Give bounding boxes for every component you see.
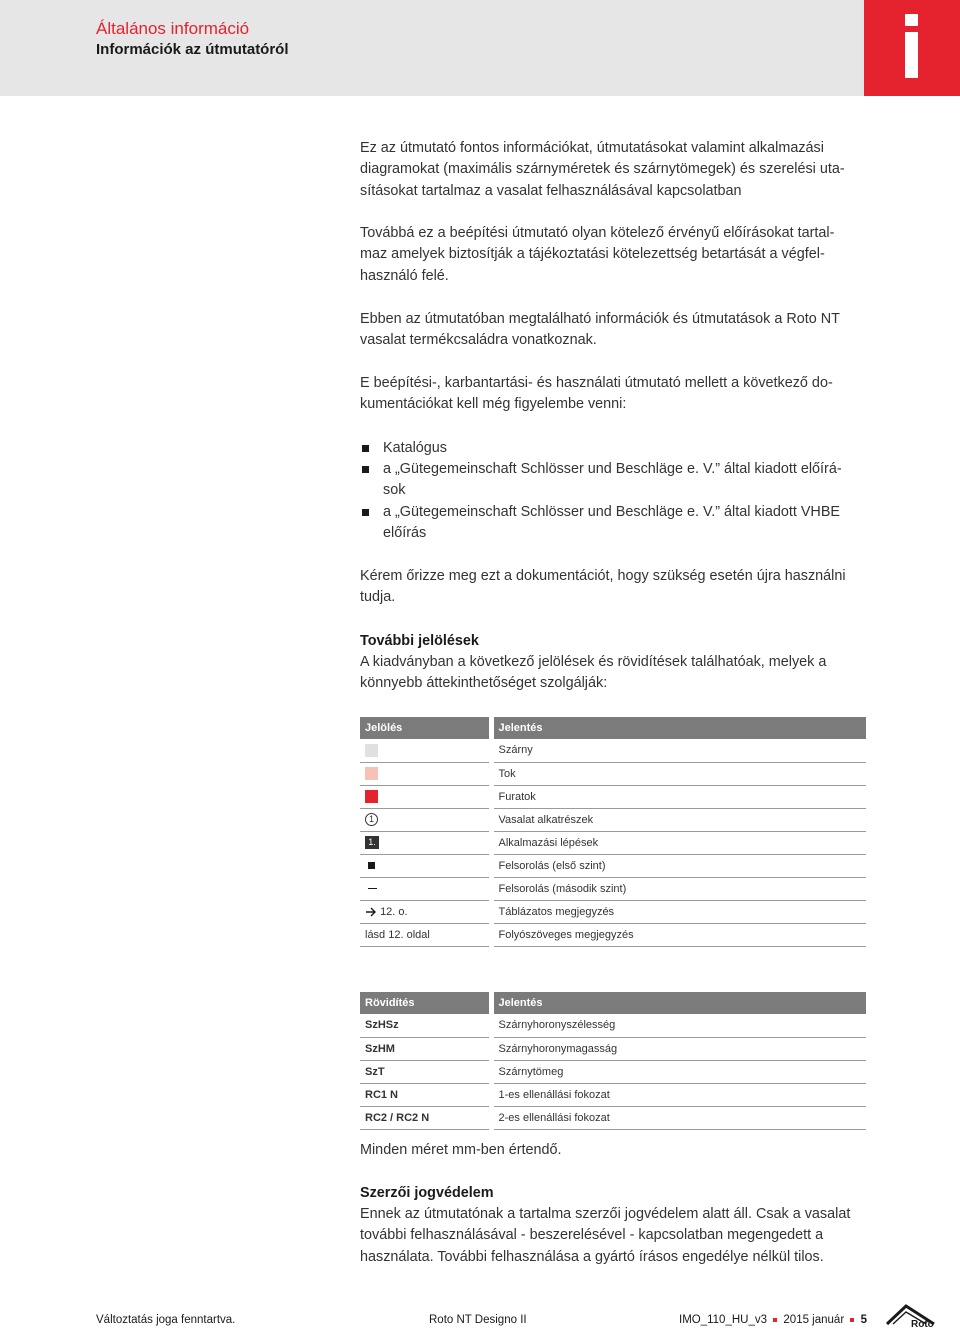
text-line: használó felé. (360, 267, 449, 284)
text-line: Katalógus (383, 440, 448, 456)
list-item (383, 438, 863, 459)
text-line: vasalat termékcsaládra vonatkoznak. (360, 332, 597, 349)
meaning-cell: Felsorolás (második szint) (491, 877, 866, 900)
meaning-cell: Táblázatos megjegyzés (491, 900, 866, 923)
abbr-cell: SzHM (360, 1037, 491, 1060)
table-row (360, 831, 866, 854)
arrow-right-icon (365, 907, 377, 917)
table-row (360, 1106, 866, 1129)
text-line: a „Gütegemeinschaft Schlösser und Beschläge e. V.” által kiadott előírá- (383, 461, 842, 477)
text-line: további felhasználásával - beszerelésével - kapcsolatban megengedett a (360, 1227, 824, 1244)
info-icon-dot (905, 14, 918, 26)
circled-number-icon: 1 (365, 813, 378, 826)
bullet-square-icon (368, 862, 375, 869)
text-line: tudja. (360, 589, 396, 606)
list-item (383, 502, 863, 545)
abbr-cell: RC2 / RC2 N (360, 1106, 491, 1129)
text-line: maz amelyek biztosítják a tájékoztatási kötelezettség betartását a végfel- (360, 246, 825, 263)
markings-paragraph (360, 652, 866, 695)
meaning-cell: Szárny (491, 739, 866, 762)
text-line: diagramokat (maximális szárnyméretek és szárnytömegek) és szerelési uta- (360, 161, 845, 178)
table-row (360, 762, 866, 785)
separator-dot-icon (850, 1318, 854, 1322)
symbol-cell (360, 785, 491, 808)
section-title: Általános információ (96, 19, 250, 38)
table-header-row (360, 992, 866, 1014)
bullet-dash-icon (368, 888, 377, 890)
symbol-cell (360, 808, 491, 831)
copyright-paragraph (360, 1204, 866, 1268)
separator-dot-icon (773, 1318, 777, 1322)
symbol-cell (360, 762, 491, 785)
text-line: a „Gütegemeinschaft Schlösser und Beschläge e. V.” által kiadott VHBE (383, 504, 841, 520)
symbol-text: 12. o. (380, 905, 408, 918)
table-row (360, 877, 866, 900)
footer-product: Roto NT Designo II (429, 1314, 527, 1326)
symbol-cell (360, 739, 491, 762)
text-line: használata. További felhasználása a gyártó írásos engedélye nélkül tilos. (360, 1248, 824, 1265)
symbols-table (360, 717, 866, 947)
text-line: Ez az útmutató fontos információkat, útmutatásokat valamint alkalmazási (360, 140, 824, 156)
list-item (383, 459, 863, 502)
section-subtitle: Információk az útmutatóról (96, 41, 289, 58)
page-number: 5 (860, 1314, 867, 1326)
text-line: Ennek az útmutatónak a tartalma szerzői jogvédelem alatt áll. Csak a vasalat (360, 1206, 851, 1222)
bullet-square-icon (362, 445, 369, 452)
frame-swatch (365, 767, 378, 780)
meaning-cell: Felsorolás (első szint) (491, 854, 866, 877)
meaning-cell: Alkalmazási lépések (491, 831, 866, 854)
meaning-cell: Vasalat alkatrészek (491, 808, 866, 831)
text-line: Kérem őrizze meg ezt a dokumentációt, hogy szükség esetén újra használni (360, 568, 846, 584)
meaning-cell: Szárnyhoronyszélesség (491, 1014, 866, 1037)
roto-logo (884, 1300, 938, 1328)
table-row (360, 854, 866, 877)
text-line: Továbbá ez a beépítési útmutató olyan kötelező érvényű előírásokat tartal- (360, 225, 835, 241)
text-line: E beépítési-, karbantartási- és használati útmutató mellett a következő do- (360, 375, 833, 391)
symbol-cell (360, 854, 491, 877)
heading-copyright: Szerzői jogvédelem (360, 1185, 494, 1201)
table-row (360, 1014, 866, 1037)
table-row (360, 923, 866, 946)
meaning-cell: Szárnytömeg (491, 1060, 866, 1083)
legal-paragraph (360, 223, 866, 287)
symbol-cell (360, 831, 491, 854)
text-line: előírás (383, 525, 427, 542)
sash-swatch (365, 744, 378, 757)
bullet-square-icon (362, 509, 369, 516)
keep-paragraph (360, 566, 866, 609)
meaning-cell: Folyószöveges megjegyzés (491, 923, 866, 946)
footer-page-info (679, 1314, 867, 1326)
table-row (360, 739, 866, 762)
docs-paragraph (360, 373, 866, 416)
meaning-cell: Tok (491, 762, 866, 785)
info-icon (864, 0, 960, 96)
column-header: Jelentés (491, 992, 866, 1014)
doc-date: 2015 január (783, 1314, 845, 1326)
bullet-square-icon (362, 466, 369, 473)
step-number-icon: 1. (365, 836, 379, 849)
abbr-cell: SzHSz (360, 1014, 491, 1037)
abbr-cell: RC1 N (360, 1083, 491, 1106)
table-row (360, 808, 866, 831)
footer-disclaimer: Változtatás joga fenntartva. (96, 1314, 236, 1326)
table-row (360, 1060, 866, 1083)
abbreviations-table (360, 992, 866, 1130)
heading-markings: További jelölések (360, 633, 479, 649)
table-row (360, 900, 866, 923)
column-header: Rövidítés (360, 992, 491, 1014)
symbol-cell: lásd 12. oldal (360, 923, 491, 946)
info-icon-stem (905, 32, 918, 78)
text-line: kumentációkat kell még figyelembe venni: (360, 396, 627, 413)
table-row (360, 1037, 866, 1060)
abbr-cell: SzT (360, 1060, 491, 1083)
intro-paragraph (360, 138, 866, 202)
page-header (0, 0, 960, 96)
doc-id: IMO_110_HU_v3 (679, 1314, 767, 1326)
text-line: sításokat tartalmaz a vasalat felhasználásával kapcsolatban (360, 182, 742, 199)
text-line: A kiadványban a következő jelölések és rövidítések találhatóak, melyek a (360, 654, 827, 670)
table-header-row (360, 717, 866, 739)
text-line: könnyebb áttekinthetőséget szolgálják: (360, 675, 608, 692)
meaning-cell: 1-es ellenállási fokozat (491, 1083, 866, 1106)
meaning-cell: Furatok (491, 785, 866, 808)
column-header: Jelentés (491, 717, 866, 739)
symbol-cell (360, 877, 491, 900)
holes-swatch (365, 790, 378, 803)
column-header: Jelölés (360, 717, 491, 739)
meaning-cell: 2-es ellenállási fokozat (491, 1106, 866, 1129)
roto-logo-text: Roto (911, 1319, 934, 1328)
table-row (360, 785, 866, 808)
table-row (360, 1083, 866, 1106)
meaning-cell: Szárnyhoronymagasság (491, 1037, 866, 1060)
text-line: sok (383, 482, 406, 499)
symbol-cell (360, 900, 491, 923)
scope-paragraph (360, 309, 866, 352)
text-line: Ebben az útmutatóban megtalálható információk és útmutatások a Roto NT (360, 311, 840, 327)
units-note: Minden méret mm-ben értendő. (360, 1142, 562, 1158)
